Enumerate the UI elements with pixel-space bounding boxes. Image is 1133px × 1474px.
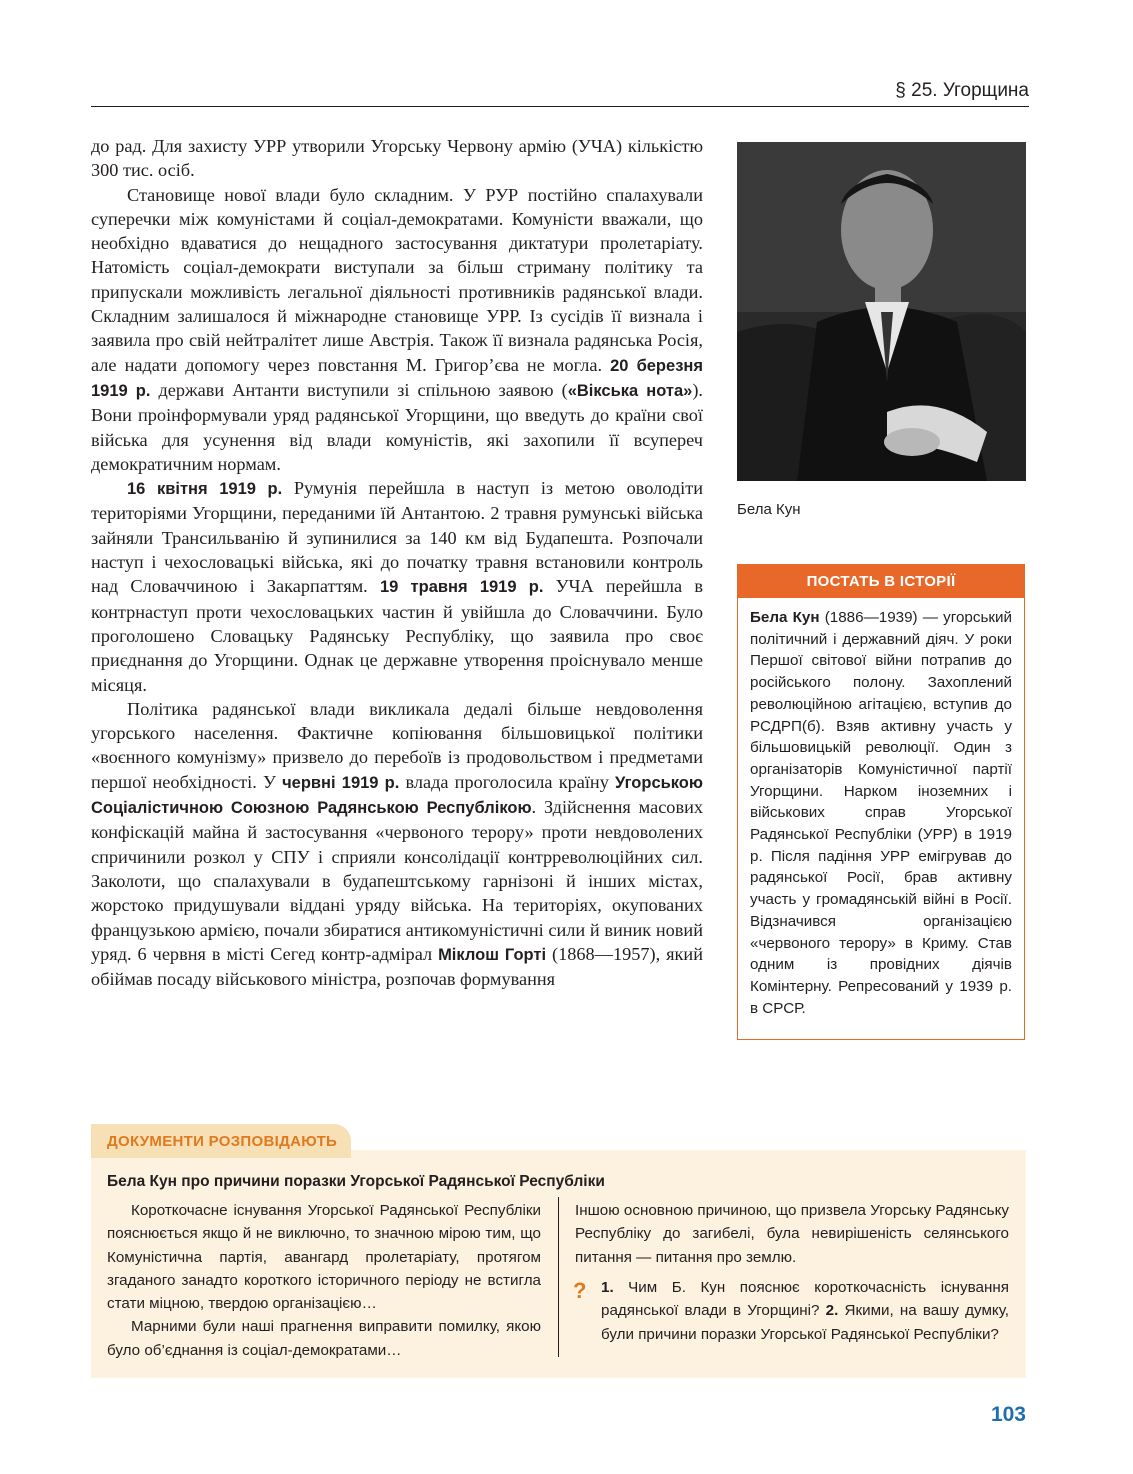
document-title: Бела Кун про причини поразки Угорської Радянської Республіки	[107, 1173, 605, 1190]
quote-paragraph: Іншою основною причиною, що призвела Угорську Радянську Республіку до загибелі, була невирішеність селянського питання — питання про землю.	[575, 1202, 1009, 1266]
quote-paragraph: Марними були наші прагнення виправити помилку, якою було об’єднання із соціал-демократами…	[107, 1318, 541, 1359]
date-highlight: 20 березня 1919 р.	[91, 356, 703, 400]
paragraph-4: Політика радянської влади викликала дедалі більше невдоволення угорського населення. Фактичне копіювання більшовицької політики «воєнного комунізму» призвело до перебоїв із продовольством і предметами першої необхідності. У червні 1919 р. влада проголосила країну Угорською Соціалістичною Союзною Радянською Республікою. Здійснення масових конфіскацій майна й застосування «червоного терору» проти невдоволених спричинили розкол у СПУ і сприяли консолідації контрреволюційних сил. Заколоти, що спалахували в будапештському гарнізоні й інших містах, жорстоко придушували віддані уряду війська. На територіях, окупованих французькою армією, почали збиратися антикомуністичні сили й виник новий уряд. 6 червня в місті Сегед контр-адмірал Міклош Горті (1868—1957), який обіймав посаду військового міністра, розпочав формування	[91, 698, 704, 990]
term-highlight: «Вікська нота»	[567, 381, 693, 400]
photo-caption: Бела Кун	[737, 501, 801, 518]
term-highlight: Угорською Соціалістичною Союзною Радянською Республікою	[91, 773, 703, 818]
quote-paragraph: Короткочасне існування Угорської Радянської Республіки пояснюється якщо й не виключно, то значною мірою тим, що Комуністична партія, авангард пролетаріату, протягом згаданого занадто короткого історичного періоду не встигла стати міцною, твердою організацією…	[107, 1202, 541, 1313]
paragraph-2: Становище нової влади було складним. У РУР постійно спалахували суперечки між комуністами й соціал-демократами. Комуністи вважали, що необхідно вдаватися до нещадного застосування диктатури пролетаріату. Натомість соціал-демократи виступали за більш стриману політику та припускали можливість легальної діяльності противників радянської влади. Складним залишалося й міжнародне становище УРР. Із сусідів її визнала і заявила про свій нейтралітет лише Австрія. Також її визнала радянська Росія, але надати допомогу через повстання М. Григор’єва не могла. 20 березня 1919 р. держави Антанти виступили зі спільною заявою («Вікська нота»). Вони проінформували уряд радянської Угорщини, що введуть до країни свої війська для усунення від влади комуністів, які захопили її всупереч демократичним нормам.	[91, 184, 703, 474]
portrait-photo	[737, 142, 1026, 481]
date-highlight: червні 1919 р.	[282, 773, 400, 792]
paragraph-1: до рад. Для захисту УРР утворили Угорську Червону армію (УЧА) кількістю 300 тис. осіб.	[91, 136, 703, 181]
figure-name: Бела Кун	[750, 609, 820, 626]
figure-box-heading: ПОСТАТЬ В ІСТОРІЇ	[738, 565, 1024, 598]
main-text-column	[91, 134, 703, 991]
document-quote-right	[575, 1199, 1009, 1269]
questions-block: 1. Чим Б. Кун пояснює короткочасність існування радянської влади в Угорщині? 2. Якими, на вашу думку, були причини поразки Угорської Радянської Республіки?	[601, 1279, 1009, 1343]
page-number: 103	[990, 1403, 1026, 1426]
name-highlight: Міклош Горті	[438, 945, 547, 964]
figure-in-history-box	[737, 564, 1025, 1040]
figure-box-text: Бела Кун (1886—1939) — угорський політичний і державний діяч. У роки Першої світової війни потрапив до російського полону. Захоплений революційною агітацією, вступив до РСДРП(б). Взяв активну участь у більшовицькій революції. Один з організаторів Комуністичної партії Угорщини. Нарком іноземних і військових справ Угорської Радянської Республіки (УРР) в 1919 р. Після падіння УРР емігрував до радянської Росії, брав активну участь у громадянській війні в Росії. Відзначився організацією «червоного терору» в Криму. Став одним із провідних діячів Комінтерну. Репресований у 1939 р. в СРСР.	[750, 609, 1012, 1017]
column-divider	[558, 1197, 559, 1357]
portrait-image	[737, 142, 1026, 481]
header-rule	[91, 106, 1029, 107]
date-highlight: 16 квітня 1919 р.	[127, 480, 283, 499]
section-header: § 25. Угорщина	[895, 80, 1029, 101]
date-highlight: 19 травня 1919 р.	[379, 578, 544, 597]
question-mark-icon: ?	[573, 1278, 587, 1303]
paragraph-3: 16 квітня 1919 р. Румунія перейшла в наступ із метою оволодіти територіями Угорщини, переданими їй Антантою. 2 травня румунські війська зайняли Трансильванію й зупинилися за 140 км від Будапешта. Розпочали наступ і чехословацькі війська, які до початку травня встановили контроль над Словаччиною і Закарпаттям. 19 травня 1919 р. УЧА перейшла в контрнаступ проти чехословацьких частин й увійшла до Словаччини. Було проголошено Словацьку Радянську Республіку, що заявила про своє приєднання до Угорщини. Однак це державне утворення проіснувало менше місяця.	[91, 478, 704, 695]
documents-tab: ДОКУМЕНТИ РОЗПОВІДАЮТЬ	[91, 1124, 351, 1158]
document-quote-left	[107, 1199, 541, 1362]
